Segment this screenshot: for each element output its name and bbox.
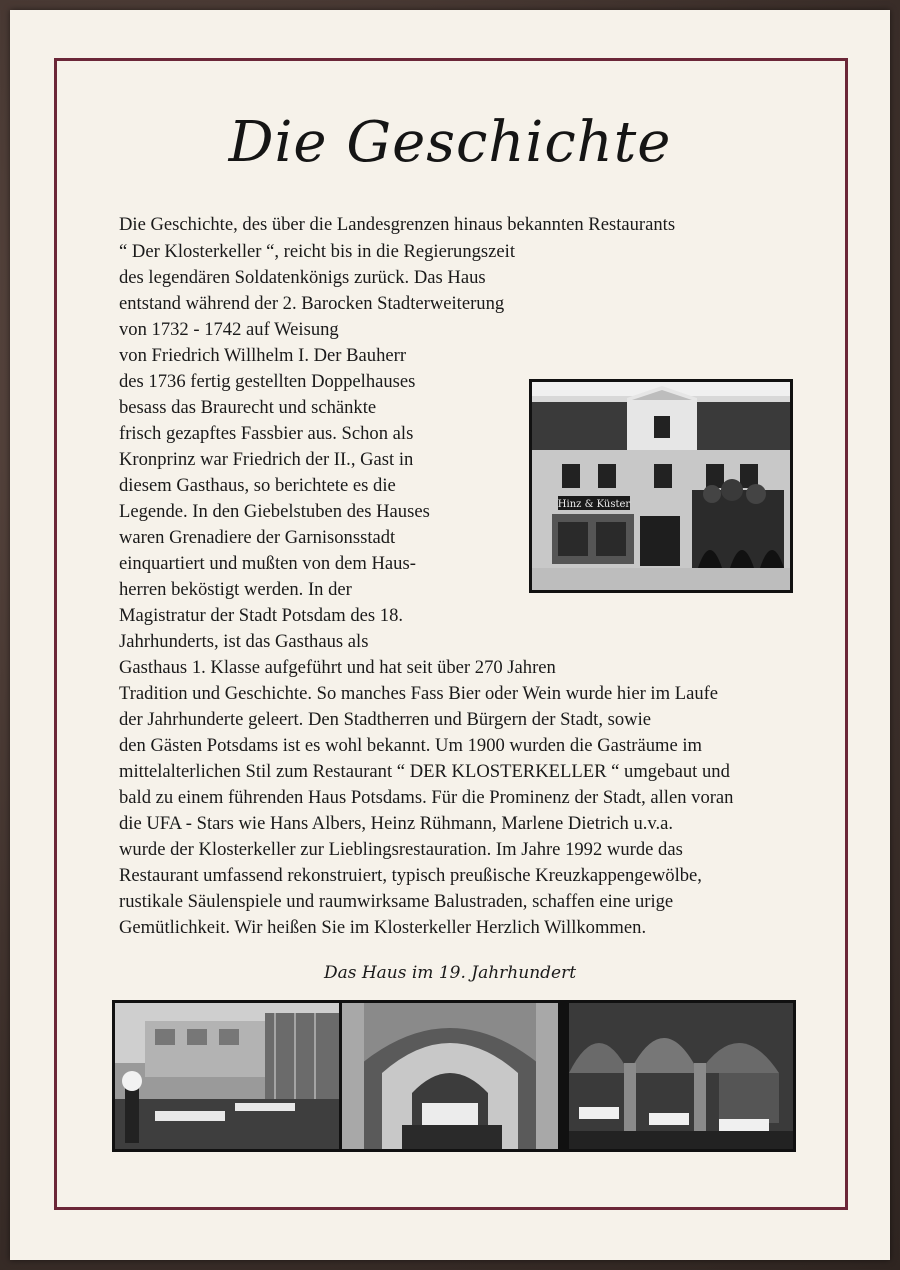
house-photo xyxy=(529,379,793,593)
text-line: Gemütlichkeit. Wir heißen Sie im Klosterkeller Herzlich Willkommen. xyxy=(119,917,647,938)
text-line: besass das Braurecht und schänkte xyxy=(119,397,377,418)
photo-caption: Das Haus im 19. Jahrhundert xyxy=(323,963,577,983)
garden-hall-photo xyxy=(115,1003,339,1149)
text-line: herren beköstigt werden. In der xyxy=(119,579,352,600)
text-line: Gasthaus 1. Klasse aufgeführt und hat seit über 270 Jahren xyxy=(119,657,556,678)
text-line: der Jahrhunderte geleert. Den Stadtherren und Bürgern der Stadt, sowie xyxy=(119,709,651,730)
text-line: den Gästen Potsdams ist es wohl bekannt. Um 1900 wurden die Gasträume im xyxy=(119,735,703,756)
text-line: rustikale Säulenspiele und raumwirksame Balustraden, schaffen eine urige xyxy=(119,891,674,912)
text-line: des legendären Soldatenkönigs zurück. Das Haus xyxy=(119,267,486,288)
text-line: wurde der Klosterkeller zur Lieblingsrestauration. Im Jahre 1992 wurde das xyxy=(119,839,683,860)
text-line: mittelalterlichen Stil zum Restaurant “ DER KLOSTERKELLER “ umgebaut und xyxy=(119,761,730,782)
page-title: Die Geschichte xyxy=(228,110,672,175)
text-line: entstand während der 2. Barocken Stadterweiterung xyxy=(119,293,505,314)
document-page xyxy=(10,10,890,1260)
text-line: Magistratur der Stadt Potsdam des 18. xyxy=(119,605,404,626)
vaulted-room-photo xyxy=(342,1003,566,1149)
dining-room-photo xyxy=(569,1003,793,1149)
photo-strip xyxy=(112,1000,796,1152)
text-line: Restaurant umfassend rekonstruiert, typisch preußische Kreuzkappengewölbe, xyxy=(119,865,702,886)
text-line: Legende. In den Giebelstuben des Hauses xyxy=(119,501,430,522)
text-line: des 1736 fertig gestellten Doppelhauses xyxy=(119,371,416,392)
shop-sign-text: Hinz & Küster xyxy=(557,499,631,510)
text-line: Kronprinz war Friedrich der II., Gast in xyxy=(119,449,414,470)
text-line: diesem Gasthaus, so berichtete es die xyxy=(119,475,396,496)
text-line: die UFA - Stars wie Hans Albers, Heinz Rühmann, Marlene Dietrich u.v.a. xyxy=(119,813,674,834)
text-line: waren Grenadiere der Garnisonsstadt xyxy=(119,527,396,548)
text-line: bald zu einem führenden Haus Potsdams. Für die Prominenz der Stadt, allen voran xyxy=(119,787,734,808)
text-line: Tradition und Geschichte. So manches Fass Bier oder Wein wurde hier im Laufe xyxy=(119,683,719,704)
text-line: frisch gezapftes Fassbier aus. Schon als xyxy=(119,423,414,444)
text-line: Die Geschichte, des über die Landesgrenzen hinaus bekannten Restaurants xyxy=(119,214,676,235)
text-line: von Friedrich Willhelm I. Der Bauherr xyxy=(119,345,407,366)
text-line: einquartiert und mußten von dem Haus- xyxy=(119,553,416,574)
text-line: “ Der Klosterkeller “, reicht bis in die Regierungszeit xyxy=(119,241,516,262)
text-line: von 1732 - 1742 auf Weisung xyxy=(119,319,339,340)
text-line: Jahrhunderts, ist das Gasthaus als xyxy=(119,631,369,652)
